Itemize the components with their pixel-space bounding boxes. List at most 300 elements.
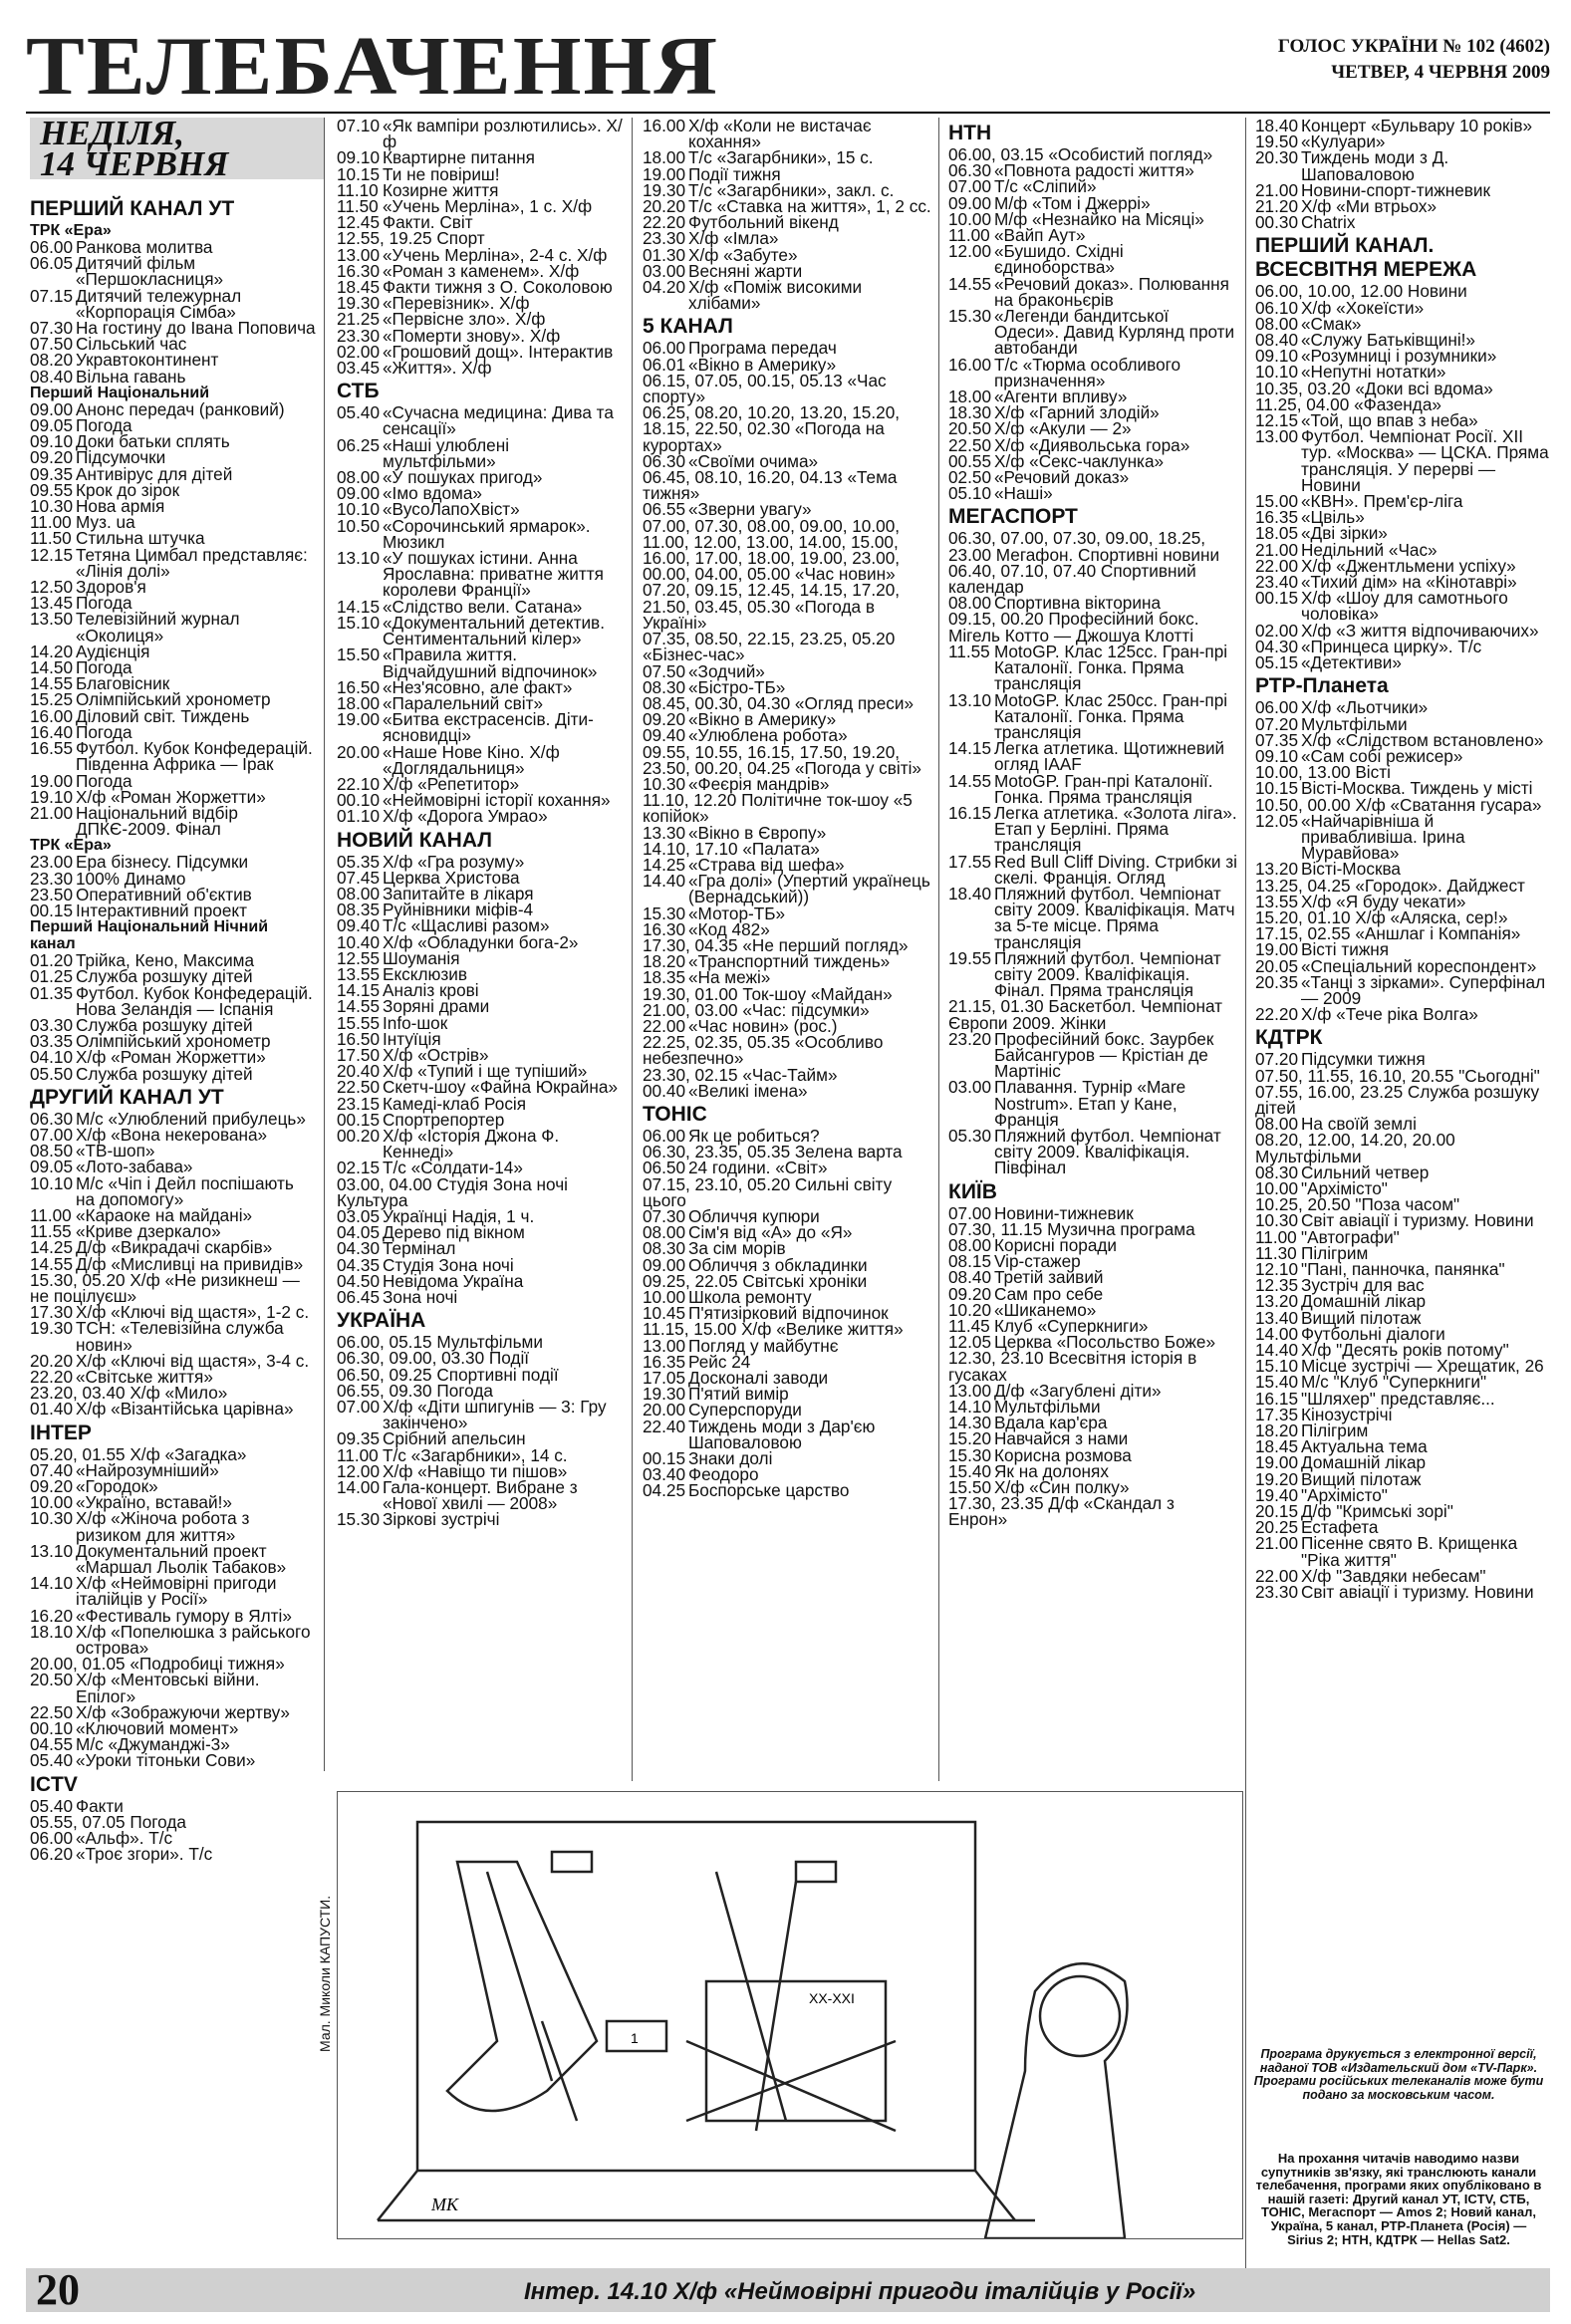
program-title: Зоряні драми bbox=[383, 996, 490, 1017]
program-time: 19.00 bbox=[337, 709, 381, 730]
program-time: 05.50 bbox=[30, 1063, 74, 1084]
program-listing bbox=[1255, 652, 1549, 673]
program-time: 22.20 bbox=[30, 1367, 74, 1387]
program-listing bbox=[30, 900, 317, 920]
program-listing bbox=[643, 277, 931, 314]
program-listing bbox=[337, 806, 626, 827]
program-listing bbox=[643, 660, 931, 681]
program-title: «Шиканемо» bbox=[994, 1299, 1097, 1320]
program-title: Х/ф «Роман Жоржетти» bbox=[76, 786, 266, 807]
program-time: 10.00 bbox=[948, 208, 992, 229]
program-title: «Грошовий дощ». Інтерактив bbox=[383, 341, 614, 362]
program-title: Сильний четвер bbox=[1301, 1162, 1430, 1182]
program-time: 08.00 bbox=[643, 1222, 686, 1243]
program-title: Аналіз крові bbox=[383, 980, 479, 1001]
program-title: Олімпійський хронометр bbox=[76, 689, 271, 710]
program-time: 15.50 bbox=[948, 1477, 992, 1498]
program-title: Інтуїція bbox=[383, 1028, 441, 1049]
program-time: 11.55 bbox=[30, 1221, 72, 1242]
program-title: 13.25, 04.25 «Городок». Дайджест bbox=[1255, 875, 1525, 896]
program-title: Зіркові зустрічі bbox=[383, 1509, 500, 1530]
program-time: 16.00 bbox=[643, 116, 686, 135]
program-listing bbox=[948, 1079, 1237, 1128]
program-title: «Речовий доказ». Полювання на браконьєрів bbox=[994, 273, 1229, 310]
program-time: 22.50 bbox=[948, 434, 992, 455]
program-title: Студія Зона ночі bbox=[383, 1254, 514, 1275]
program-time: 07.30 bbox=[30, 318, 74, 339]
program-time: 12.35 bbox=[1255, 1275, 1299, 1296]
program-title: Церква «Посольство Боже» bbox=[994, 1332, 1216, 1353]
program-time: 10.15 bbox=[1255, 778, 1299, 799]
program-time: 11.00 bbox=[948, 225, 990, 246]
program-time: 10.10 bbox=[337, 499, 381, 520]
program-time: 00.15 bbox=[30, 900, 74, 920]
program-title: Х/ф «Ментовські війни. Епілог» bbox=[76, 1670, 260, 1706]
program-listing bbox=[1255, 507, 1549, 528]
screen-text: 1 bbox=[631, 2030, 639, 2046]
program-title: Х/ф "Завдяки небесам" bbox=[1301, 1565, 1486, 1586]
program-title: П'ятий вимір bbox=[688, 1384, 789, 1405]
program-listing bbox=[643, 1448, 931, 1469]
program-time: 13.50 bbox=[30, 609, 74, 630]
program-title: Доки батьки сплять bbox=[76, 431, 230, 452]
program-title: 10.35, 03.20 «Доки всі вдома» bbox=[1255, 378, 1493, 398]
program-listing bbox=[30, 285, 317, 322]
program-title: «Нез'ясовно, але факт» bbox=[383, 676, 573, 697]
program-time: 20.25 bbox=[1255, 1517, 1299, 1538]
program-title: «Учень Мерліна», 2-4 с. Х/ф bbox=[383, 244, 608, 265]
program-title: 07.00, 07.30, 08.00, 09.00, 10.00, 11.00, 12.00, 13.00, 14.00, 15.00, 16.00, 17.00, 18.00, 19.00, 23.00, 00.00, 04.00, 05.00 «Час новин» bbox=[643, 515, 901, 585]
program-title: «Код 482» bbox=[688, 918, 770, 939]
program-listing bbox=[30, 1269, 317, 1306]
program-title: 07.55, 16.00, 23.25 Служба розшуку дітей bbox=[1255, 1081, 1540, 1118]
program-title: Документальний проект «Маршал Льолік Табаков» bbox=[76, 1540, 287, 1578]
page-number: 20 bbox=[36, 2265, 80, 2314]
program-listing bbox=[1255, 1130, 1549, 1166]
program-time: 07.20 bbox=[1255, 1049, 1299, 1070]
program-title: «Уроки тітоньки Сови» bbox=[76, 1750, 256, 1771]
program-title: «Легенди бандитської Одеси». Давид Курлянд проти автобанди bbox=[994, 306, 1235, 359]
program-title: Актуальна тема bbox=[1301, 1436, 1428, 1457]
program-time: 13.55 bbox=[337, 963, 381, 984]
program-title: «Сорочинський ярмарок». Мюзикл bbox=[383, 515, 591, 552]
program-time: 18.05 bbox=[1255, 523, 1299, 544]
program-time: 19.55 bbox=[948, 947, 992, 968]
program-listing bbox=[1255, 297, 1549, 318]
program-listing bbox=[1255, 118, 1549, 133]
program-title: 06.15, 07.05, 00.15, 05.13 «Час спорту» bbox=[643, 370, 887, 407]
program-time: 05.40 bbox=[30, 1750, 74, 1771]
program-time: 09.20 bbox=[30, 447, 74, 468]
program-title: Служба розшуку дітей bbox=[76, 966, 253, 987]
program-listing bbox=[643, 370, 931, 407]
program-title: М/ф «Незнайко на Місяці» bbox=[994, 208, 1204, 229]
program-time: 20.05 bbox=[1255, 955, 1299, 976]
program-time: 09.10 bbox=[1255, 745, 1299, 766]
program-time: 14.20 bbox=[30, 641, 74, 661]
program-title: 21.15, 01.30 Баскетбол. Чемпіонат Європи 2009. Жінки bbox=[948, 996, 1223, 1033]
program-listing bbox=[643, 741, 931, 778]
program-title: Х/ф "Десять років потому" bbox=[1301, 1340, 1509, 1361]
program-title: Світ авіації і туризму. Новини bbox=[1301, 1210, 1534, 1231]
program-time: 10.50 bbox=[337, 515, 381, 536]
program-title: Весняні жарти bbox=[688, 260, 803, 281]
program-time: 14.40 bbox=[1255, 1340, 1299, 1361]
program-listing bbox=[30, 1459, 317, 1480]
program-time: 10.45 bbox=[643, 1303, 686, 1324]
program-title: Х/ф «Диявольська гора» bbox=[994, 434, 1190, 455]
program-time: 07.00 bbox=[948, 176, 992, 197]
program-time: 10.15 bbox=[337, 163, 381, 184]
program-time: 19.30 bbox=[337, 293, 381, 314]
program-title: П'ятизірковий відпочинок bbox=[688, 1303, 889, 1324]
program-listing bbox=[1255, 1533, 1549, 1570]
program-title: «КВН». Прем'єр-ліга bbox=[1301, 491, 1463, 512]
program-listing bbox=[337, 1222, 626, 1243]
program-time: 14.55 bbox=[30, 673, 74, 694]
program-listing bbox=[337, 550, 626, 599]
program-time: 09.05 bbox=[30, 1157, 74, 1177]
program-title: 06.30, 23.35, 05.35 Зелена варта bbox=[643, 1142, 903, 1162]
program-time: 07.00 bbox=[30, 1124, 74, 1145]
program-title: Кінозустрічі bbox=[1301, 1404, 1393, 1424]
program-listing bbox=[337, 996, 626, 1017]
program-title: Т/с «Щасливі разом» bbox=[383, 915, 550, 936]
program-time: 21.00 bbox=[1255, 179, 1299, 200]
program-time: 16.20 bbox=[30, 1605, 74, 1626]
program-title: Ера бізнесу. Підсумки bbox=[76, 852, 249, 873]
program-time: 07.30 bbox=[643, 1206, 686, 1226]
program-time: 18.00 bbox=[643, 147, 686, 168]
program-title: Х/ф «Хокеїсти» bbox=[1301, 297, 1425, 318]
program-title: Суперспоруди bbox=[688, 1400, 802, 1420]
program-time: 13.10 bbox=[30, 1540, 74, 1561]
program-listing bbox=[1255, 428, 1549, 493]
program-title: Х/ф «Дорога Умрао» bbox=[383, 806, 548, 827]
program-time: 20.00 bbox=[337, 741, 381, 762]
program-title: 17.15, 02.55 «Аншлаг і Компанія» bbox=[1255, 923, 1521, 944]
program-title: «Первісне зло». Х/ф bbox=[383, 309, 546, 330]
program-time: 23.20 bbox=[948, 1028, 992, 1049]
program-title: «Вікно в Європу» bbox=[688, 822, 827, 843]
program-listing bbox=[948, 770, 1237, 807]
program-listing bbox=[1255, 212, 1549, 233]
artist-signature: МК bbox=[431, 2195, 458, 2214]
program-title: Х/ф «Історія Джона Ф. Кеннеді» bbox=[383, 1125, 560, 1162]
program-title: 06.40, 07.10, 07.40 Спортивний календар bbox=[948, 560, 1196, 598]
program-title: Запитайте в лікаря bbox=[383, 883, 534, 904]
program-listing bbox=[1255, 1210, 1549, 1231]
program-time: 18.45 bbox=[337, 277, 381, 298]
program-time: 16.00 bbox=[948, 354, 992, 375]
program-title: 11.15, 15.00 Х/ф «Велике життя» bbox=[643, 1319, 904, 1340]
program-title: «Тихий дім» на «Кінотаврі» bbox=[1301, 572, 1517, 593]
program-time: 21.20 bbox=[1255, 196, 1299, 217]
masthead bbox=[26, 18, 1550, 113]
program-time: 11.50 bbox=[30, 528, 72, 549]
program-time: 16.30 bbox=[337, 260, 381, 281]
program-time: 22.20 bbox=[643, 212, 686, 233]
program-title: Х/ф «Коли не вистачає кохання» bbox=[688, 116, 872, 152]
program-title: «Фестиваль гумору в Ялті» bbox=[76, 1605, 292, 1626]
program-time: 21.00 bbox=[1255, 1533, 1299, 1554]
program-title: 10.25, 20.50 "Поза часом" bbox=[1255, 1194, 1460, 1215]
program-title: Х/ф «Тупий і ще тупіший» bbox=[383, 1061, 588, 1082]
program-title: Новини-тижневик bbox=[994, 1202, 1134, 1223]
program-time: 16.55 bbox=[30, 738, 74, 759]
program-listing bbox=[30, 253, 317, 290]
program-title: «Імо вдома» bbox=[383, 483, 482, 504]
program-time: 13.55 bbox=[1255, 891, 1299, 911]
column-divider bbox=[938, 118, 939, 1781]
program-title: «Речовий доказ» bbox=[994, 467, 1130, 488]
program-title: «Битва екстрасенсів. Діти-ясновидці» bbox=[383, 709, 594, 746]
program-time: 19.30 bbox=[643, 179, 686, 200]
program-time: 23.30 bbox=[30, 868, 74, 889]
program-title: 23.30, 02.15 «Час-Тайм» bbox=[643, 1064, 838, 1085]
program-listing bbox=[1255, 1004, 1549, 1025]
program-title: Срібний апельсин bbox=[383, 1428, 526, 1449]
program-title: 11.10, 12.20 Політичне ток-шоу «5 копійок» bbox=[643, 790, 913, 827]
program-title: Зустріч для вас bbox=[1301, 1275, 1425, 1296]
program-listing bbox=[337, 402, 626, 439]
program-time: 11.00 bbox=[30, 512, 72, 533]
program-title: Українці Надія, 1 ч. bbox=[383, 1206, 535, 1226]
program-title: Пілігрим bbox=[1301, 1242, 1369, 1263]
program-time: 23.30 bbox=[1255, 1582, 1299, 1603]
program-title: Корисна розмова bbox=[994, 1444, 1132, 1465]
day-date: 14 ЧЕРВНЯ bbox=[40, 144, 229, 183]
program-title: Третій зайвий bbox=[994, 1267, 1104, 1288]
program-listing bbox=[643, 1173, 931, 1210]
broadcaster-subheading: Перший Національний bbox=[30, 384, 210, 401]
schedule-column-1 bbox=[30, 193, 317, 1865]
program-title: 15.20, 01.10 Х/ф «Аляска, сер!» bbox=[1255, 906, 1508, 927]
program-title: Т/с «Загарбники», закл. с. bbox=[688, 179, 895, 200]
program-title: Школа ремонту bbox=[688, 1287, 812, 1308]
program-time: 22.00 bbox=[1255, 1565, 1299, 1586]
program-title: «Караоке на майдані» bbox=[76, 1204, 253, 1225]
program-time: 11.00 bbox=[337, 1444, 379, 1465]
program-time: 12.50 bbox=[30, 577, 74, 598]
program-time: 22.00 bbox=[643, 1015, 686, 1036]
program-title: Антивірус для дітей bbox=[76, 463, 233, 484]
footer-highlight: Інтер. 14.10 Х/ф «Неймовірні пригоди італійців у Росії» bbox=[524, 2278, 1196, 2305]
program-listing bbox=[337, 645, 626, 681]
program-title: «Вікно в Америку» bbox=[688, 354, 837, 375]
program-title: «Спеціальний кореспондент» bbox=[1301, 955, 1537, 976]
broadcaster-subheading: ТРК «Ера» bbox=[30, 837, 112, 855]
program-time: 01.35 bbox=[30, 982, 74, 1003]
program-title: MotoGP. Клас 125сс. Гран-прі Каталонії. Гонка. Пряма трансляція bbox=[994, 641, 1228, 694]
program-title: 19.30, 01.00 Ток-шоу «Майдан» bbox=[643, 983, 893, 1004]
program-title: Info-шок bbox=[383, 1012, 448, 1033]
program-time: 12.00 bbox=[948, 241, 992, 262]
program-title: Д/ф «Загублені діти» bbox=[994, 1380, 1162, 1401]
program-title: «Світське життя» bbox=[76, 1367, 213, 1387]
program-title: Х/ф «Візантійська царівна» bbox=[76, 1399, 294, 1420]
program-time: 04.55 bbox=[30, 1734, 74, 1755]
program-time: 22.40 bbox=[643, 1416, 686, 1436]
program-time: 13.20 bbox=[1255, 1291, 1299, 1312]
program-listing bbox=[643, 467, 931, 504]
page-footer bbox=[26, 2265, 1550, 2314]
program-time: 03.40 bbox=[643, 1464, 686, 1485]
program-time: 05.10 bbox=[948, 483, 992, 504]
program-title: "Шляхер" представляє... bbox=[1301, 1388, 1495, 1409]
program-title: «Документальний детектив. Сентиментальний кілер» bbox=[383, 612, 605, 649]
program-title: «Зверни увагу» bbox=[688, 499, 812, 520]
program-time: 01.40 bbox=[30, 1399, 74, 1420]
program-title: Служба розшуку дітей bbox=[76, 1014, 253, 1035]
program-listing bbox=[337, 709, 626, 746]
program-listing bbox=[30, 366, 317, 387]
program-time: 21.00 bbox=[30, 802, 74, 823]
program-listing bbox=[30, 657, 317, 678]
program-title: 12.55, 19.25 Спорт bbox=[337, 228, 485, 249]
program-title: Козирне життя bbox=[383, 179, 499, 200]
program-time: 11.00 bbox=[1255, 1226, 1297, 1247]
program-title: «Смак» bbox=[1301, 313, 1362, 334]
program-time: 06.30 bbox=[948, 160, 992, 181]
program-title: 09.25, 22.05 Світські хроніки bbox=[643, 1270, 868, 1291]
program-title: М/ф «Том і Джеррі» bbox=[994, 192, 1151, 213]
program-time: 22.10 bbox=[337, 773, 381, 794]
program-time: 08.30 bbox=[643, 676, 686, 697]
program-time: 18.10 bbox=[30, 1621, 74, 1642]
program-time: 19.20 bbox=[1255, 1468, 1299, 1489]
channel-heading: МЕГАСПОРТ bbox=[948, 505, 1078, 529]
program-time: 18.30 bbox=[948, 402, 992, 423]
program-title: Зона ночі bbox=[383, 1287, 458, 1308]
program-title: Погода bbox=[76, 770, 132, 791]
program-title: М/с «Джуманджі-3» bbox=[76, 1734, 230, 1755]
program-time: 15.55 bbox=[337, 1012, 381, 1033]
program-listing bbox=[1255, 491, 1549, 512]
program-title: Х/ф «Гра розуму» bbox=[383, 851, 525, 872]
program-time: 06.00 bbox=[643, 338, 686, 359]
program-time: 22.20 bbox=[1255, 1004, 1299, 1025]
program-listing bbox=[948, 1237, 1237, 1253]
channel-heading: СТБ bbox=[337, 380, 380, 403]
program-time: 08.30 bbox=[1255, 1162, 1299, 1182]
program-time: 15.10 bbox=[1255, 1356, 1299, 1377]
program-title: Факти bbox=[76, 1795, 124, 1816]
program-title: Х/ф «Гарний злодій» bbox=[994, 402, 1160, 423]
program-title: Світ авіації і туризму. Новини bbox=[1301, 1582, 1534, 1603]
program-title: Легка атлетика. Щотижневий огляд IAAF bbox=[994, 738, 1225, 775]
program-listing bbox=[30, 609, 317, 646]
program-title: «Час новин» (рос.) bbox=[688, 1015, 838, 1036]
channel-heading: ІНТЕР bbox=[30, 1420, 92, 1444]
program-time: 23.50 bbox=[30, 884, 74, 904]
program-time: 04.05 bbox=[337, 1222, 381, 1243]
program-title: «Городок» bbox=[76, 1476, 158, 1497]
program-title: Погода bbox=[76, 593, 132, 614]
program-listing bbox=[337, 1125, 626, 1162]
program-title: 07.35, 08.50, 22.15, 23.25, 05.20 «Бізнес-час» bbox=[643, 629, 896, 665]
program-listing bbox=[30, 1811, 317, 1832]
program-title: Пісенне свято В. Крищенка "Ріка життя" bbox=[1301, 1533, 1518, 1570]
program-title: Руйнівники міфів-4 bbox=[383, 900, 534, 920]
program-title: Муз. ua bbox=[76, 512, 135, 533]
program-time: 06.30 bbox=[643, 450, 686, 471]
program-time: 04.10 bbox=[30, 1047, 74, 1068]
program-title: Х/ф «Репетитор» bbox=[383, 773, 520, 794]
program-title: «Цвіль» bbox=[1301, 507, 1365, 528]
program-time: 20.35 bbox=[1255, 971, 1299, 992]
program-time: 14.10 bbox=[30, 1573, 74, 1594]
program-title: Пляжний футбол. Чемпіонат світу 2009. Кваліфікація. Півфінал bbox=[994, 1125, 1221, 1178]
program-title: Х/ф «Акули — 2» bbox=[994, 418, 1132, 439]
program-title: 06.25, 08.20, 10.20, 13.20, 15.20, 18.15, 22.50, 02.30 «Погода на курортах» bbox=[643, 402, 901, 455]
program-title: Здоров'я bbox=[76, 577, 146, 598]
program-title: Як на долонях bbox=[994, 1460, 1109, 1481]
program-time: 14.55 bbox=[30, 1253, 74, 1274]
program-time: 09.00 bbox=[337, 483, 381, 504]
program-title: Програма передач bbox=[688, 338, 837, 359]
program-time: 08.00 bbox=[337, 883, 381, 904]
program-title: Т/с «Загарбники», 15 с. bbox=[688, 147, 874, 168]
program-title: «Принцеса цирку». Т/с bbox=[1301, 636, 1482, 656]
program-title: «Вайп Аут» bbox=[994, 225, 1086, 246]
program-time: 10.10 bbox=[1255, 362, 1299, 383]
program-title: Вищий пілотаж bbox=[1301, 1468, 1422, 1489]
program-title: «У пошуках істини. Анна Ярославна: приватне життя королеви Франції» bbox=[383, 548, 604, 601]
program-time: 09.00 bbox=[30, 398, 74, 419]
program-title: Вищий пілотаж bbox=[1301, 1307, 1422, 1328]
program-time: 04.50 bbox=[337, 1270, 381, 1291]
program-time: 08.40 bbox=[948, 1267, 992, 1288]
program-title: 21.00, 03.00 «Час: підсумки» bbox=[643, 999, 870, 1020]
program-title: Гала-концерт. Вибране з «Нової хвилі — 2008» bbox=[383, 1477, 578, 1514]
program-time: 18.35 bbox=[643, 967, 686, 988]
program-time: 18.20 bbox=[1255, 1420, 1299, 1441]
program-listing bbox=[30, 1540, 317, 1578]
program-listing bbox=[30, 479, 317, 500]
program-time: 20.20 bbox=[30, 1350, 74, 1371]
program-time: 20.50 bbox=[30, 1670, 74, 1690]
program-title: 24 години. «Світ» bbox=[688, 1158, 828, 1178]
program-time: 19.00 bbox=[643, 163, 686, 184]
program-title: Події тижня bbox=[688, 163, 781, 184]
program-time: 22.50 bbox=[337, 1077, 381, 1098]
program-listing bbox=[643, 1080, 931, 1101]
program-title: «Наші улюблені мультфільми» bbox=[383, 434, 510, 471]
program-title: «Роман з каменем». Х/ф bbox=[383, 260, 580, 281]
program-time: 12.05 bbox=[1255, 810, 1299, 831]
program-listing bbox=[337, 116, 626, 152]
program-title: Х/ф «Жіноча робота з ризиком для життя» bbox=[76, 1508, 250, 1545]
program-title: Вдала кар'єра bbox=[994, 1413, 1108, 1433]
program-title: «Той, що впав з неба» bbox=[1301, 410, 1478, 431]
program-title: «Непутні нотатки» bbox=[1301, 362, 1446, 383]
program-time: 03.35 bbox=[30, 1031, 74, 1052]
program-time: 07.00 bbox=[948, 1202, 992, 1223]
program-time: 07.50 bbox=[30, 334, 74, 355]
program-time: 07.35 bbox=[1255, 729, 1299, 750]
program-time: 14.00 bbox=[337, 1477, 381, 1498]
program-time: 10.30 bbox=[30, 1508, 74, 1529]
program-time: 14.55 bbox=[948, 273, 992, 294]
program-title: Клуб «Суперкниги» bbox=[994, 1316, 1149, 1337]
program-listing bbox=[643, 515, 931, 585]
schedule-column-5 bbox=[1255, 116, 1549, 1603]
program-listing bbox=[337, 515, 626, 552]
program-listing bbox=[30, 1573, 317, 1610]
program-title: Інтерактивний проект bbox=[76, 900, 247, 920]
program-time: 01.30 bbox=[643, 244, 686, 265]
